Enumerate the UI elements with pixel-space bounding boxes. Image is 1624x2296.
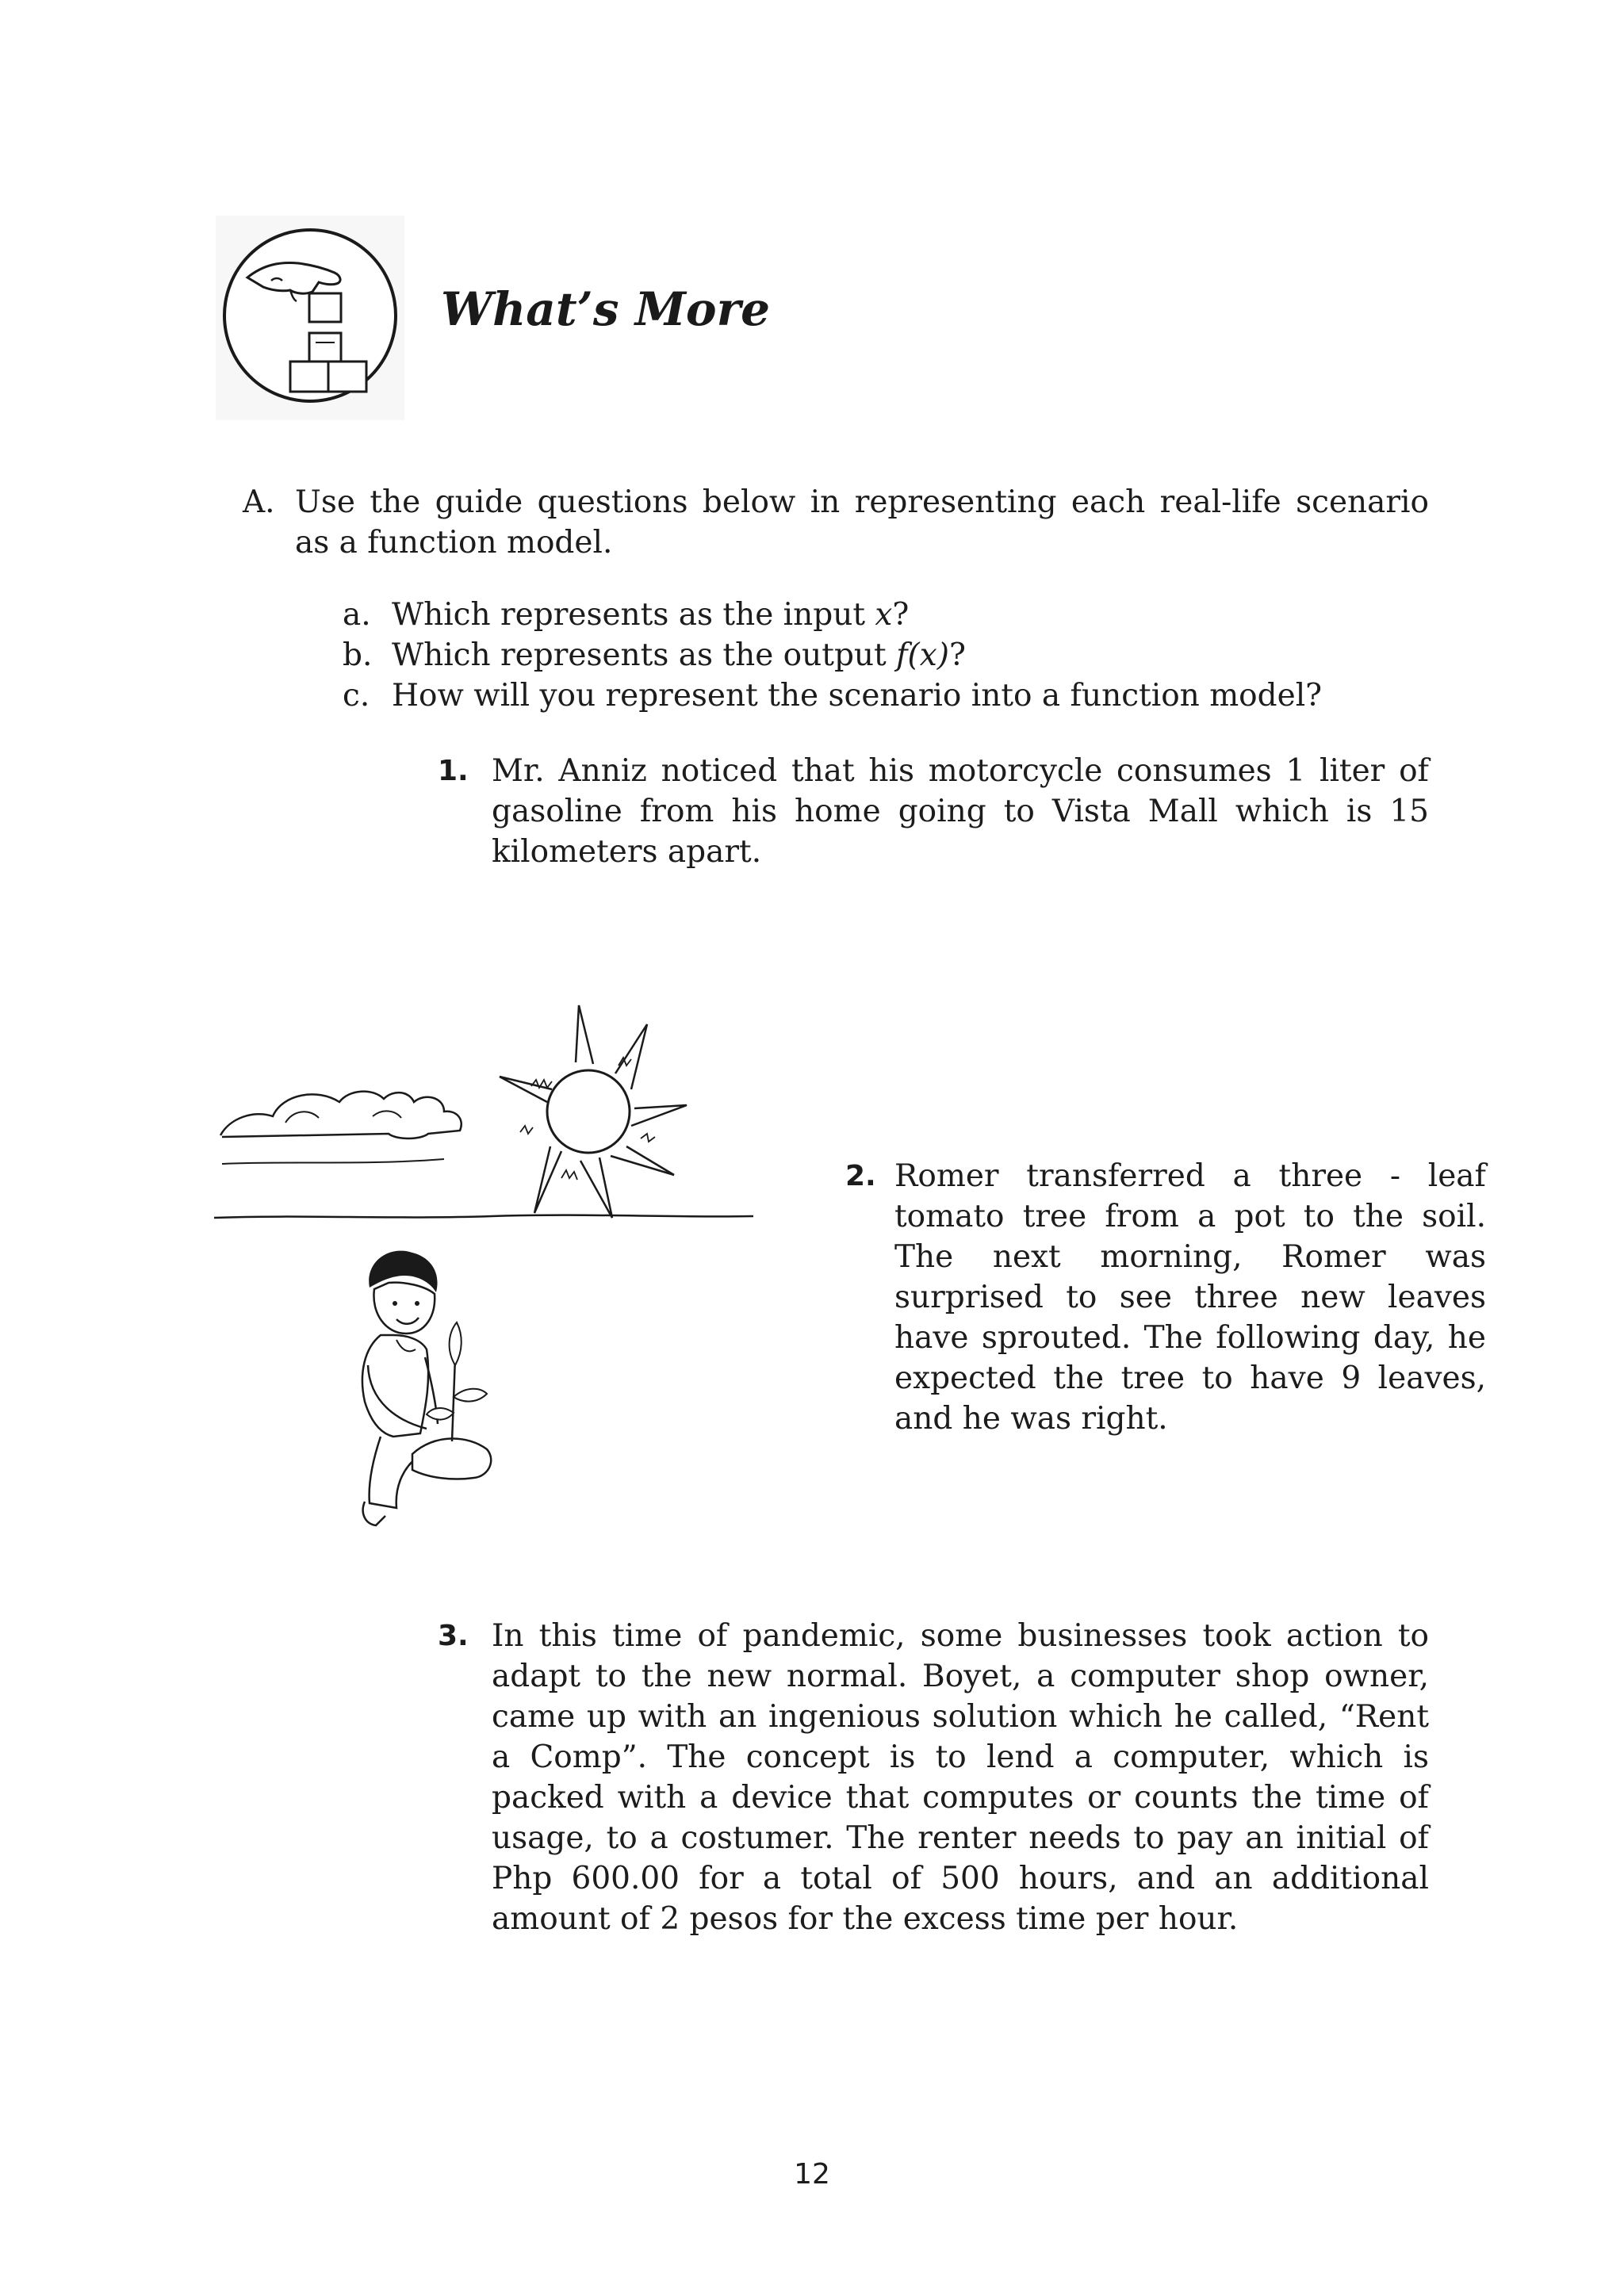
- problem-3-text: In this time of pandemic, some businesses took action to adapt to the new normal. Boyet, a computer shop owner, came up with an ingenious solution which he called, “Rent a Comp”. The concept is to lend a computer, which is packed with a device that computes or counts the time of usage, to a costumer. The renter needs to pay an initial of Php 600.00 for a total of 500 hours, and an additional amount of 2 pesos for the excess time per hour.: [492, 1618, 1429, 1937]
- problem-3-number: 3.: [438, 1620, 469, 1652]
- problem-2-text: Romer transferred a three - leaf tomato tree from a pot to the soil. The next morning, Romer was surprised to see three new leaves have sprouted. The following day, he expected the tree to have 9 leaves, and he was right.: [894, 1158, 1486, 1437]
- hand-stacking-blocks-icon: [216, 216, 404, 420]
- guide-question-c: [343, 675, 1437, 716]
- section-title: What’s More: [441, 282, 771, 336]
- instruction-text: Use the guide questions below in representing each real-life scenario as a function model.: [295, 484, 1429, 561]
- problem-1-text: Mr. Anniz noticed that his motorcycle consumes 1 liter of gasoline from his home going to Vista Mall which is 15 kilometers apart.: [492, 753, 1429, 870]
- guide-question-marker: b.: [343, 637, 373, 673]
- math-variable: x: [875, 597, 893, 633]
- sun-landscape-illustration: [206, 991, 761, 1229]
- guide-question-a: [343, 595, 1437, 635]
- guide-question-punct: ?: [892, 597, 910, 633]
- problem-1-number: 1.: [438, 755, 469, 787]
- guide-question-marker: a.: [343, 597, 371, 633]
- guide-question-b: [343, 635, 1437, 675]
- page-number: 12: [794, 2158, 830, 2191]
- guide-question-text: How will you represent the scenario into a function model?: [392, 678, 1323, 714]
- section-icon-panel: [216, 216, 404, 420]
- guide-question-list: [343, 595, 1437, 716]
- guide-question-text: Which represents as the input: [392, 597, 875, 633]
- problem-2-number: 2.: [845, 1160, 876, 1192]
- math-function: f(x): [896, 637, 949, 673]
- guide-question-text: Which represents as the output: [392, 637, 897, 673]
- guide-question-punct: ?: [948, 637, 966, 673]
- instruction-marker: A.: [243, 484, 275, 520]
- guide-question-marker: c.: [343, 678, 370, 714]
- boy-planting-tree-illustration: [349, 1246, 555, 1540]
